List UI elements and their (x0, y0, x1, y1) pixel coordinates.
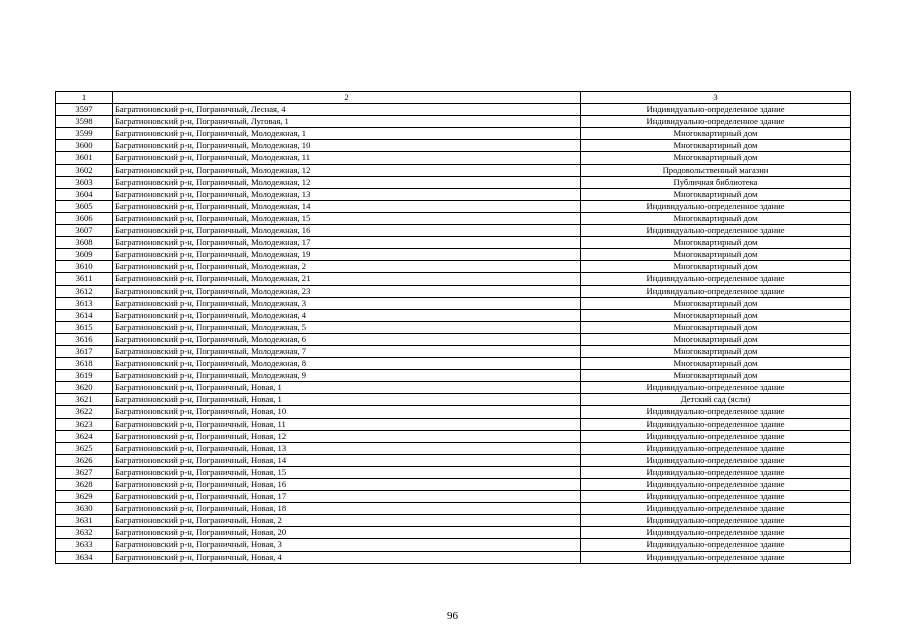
row-address: Багратионовский р-н, Пограничный, Молодежная, 10 (113, 140, 581, 152)
table-row (56, 152, 851, 164)
row-address: Багратионовский р-н, Пограничный, Новая, 20 (113, 527, 581, 539)
row-address: Багратионовский р-н, Пограничный, Новая, 2 (113, 515, 581, 527)
row-building-type: Многоквартирный дом (581, 237, 851, 249)
row-building-type: Индивидуально-определенное здание (581, 479, 851, 491)
table-row (56, 430, 851, 442)
table-row (56, 358, 851, 370)
row-address: Багратионовский р-н, Пограничный, Молодежная, 9 (113, 370, 581, 382)
row-number: 3622 (56, 406, 113, 418)
row-address: Багратионовский р-н, Пограничный, Луговая, 1 (113, 116, 581, 128)
table-row (56, 454, 851, 466)
row-building-type: Продовольственный магазин (581, 164, 851, 176)
row-number: 3598 (56, 116, 113, 128)
row-number: 3616 (56, 333, 113, 345)
table-row (56, 466, 851, 478)
table-row (56, 491, 851, 503)
row-number: 3610 (56, 261, 113, 273)
row-building-type: Многоквартирный дом (581, 188, 851, 200)
table-row (56, 297, 851, 309)
row-building-type: Индивидуально-определенное здание (581, 382, 851, 394)
table-row (56, 249, 851, 261)
row-number: 3612 (56, 285, 113, 297)
table-row (56, 551, 851, 563)
row-building-type: Индивидуально-определенное здание (581, 466, 851, 478)
building-registry-table (55, 91, 851, 564)
row-address: Багратионовский р-н, Пограничный, Молодежная, 6 (113, 333, 581, 345)
row-number: 3597 (56, 104, 113, 116)
row-building-type: Индивидуально-определенное здание (581, 491, 851, 503)
table-row (56, 406, 851, 418)
row-address: Багратионовский р-н, Пограничный, Новая, 1 (113, 382, 581, 394)
row-number: 3607 (56, 225, 113, 237)
row-address: Багратионовский р-н, Пограничный, Молодежная, 5 (113, 321, 581, 333)
row-building-type: Индивидуально-определенное здание (581, 225, 851, 237)
row-address: Багратионовский р-н, Пограничный, Новая, 10 (113, 406, 581, 418)
row-address: Багратионовский р-н, Пограничный, Молодежная, 2 (113, 261, 581, 273)
table-row (56, 200, 851, 212)
row-address: Багратионовский р-н, Пограничный, Молодежная, 8 (113, 358, 581, 370)
table-row (56, 345, 851, 357)
row-number: 3619 (56, 370, 113, 382)
row-address: Багратионовский р-н, Пограничный, Молодежная, 12 (113, 176, 581, 188)
row-building-type: Индивидуально-определенное здание (581, 116, 851, 128)
row-building-type: Индивидуально-определенное здание (581, 430, 851, 442)
row-number: 3617 (56, 345, 113, 357)
row-number: 3628 (56, 479, 113, 491)
table-row (56, 527, 851, 539)
table-row (56, 309, 851, 321)
row-building-type: Индивидуально-определенное здание (581, 454, 851, 466)
row-address: Багратионовский р-н, Пограничный, Молодежная, 7 (113, 345, 581, 357)
table-row (56, 503, 851, 515)
table-row (56, 225, 851, 237)
row-building-type: Многоквартирный дом (581, 309, 851, 321)
row-number: 3629 (56, 491, 113, 503)
table-row (56, 370, 851, 382)
row-building-type: Многоквартирный дом (581, 128, 851, 140)
row-address: Багратионовский р-н, Пограничный, Молодежная, 11 (113, 152, 581, 164)
row-number: 3630 (56, 503, 113, 515)
row-building-type: Многоквартирный дом (581, 152, 851, 164)
row-number: 3608 (56, 237, 113, 249)
row-number: 3634 (56, 551, 113, 563)
row-number: 3618 (56, 358, 113, 370)
table-row (56, 539, 851, 551)
row-number: 3604 (56, 188, 113, 200)
header-row (56, 92, 851, 104)
row-address: Багратионовский р-н, Пограничный, Молодежная, 14 (113, 200, 581, 212)
row-address: Багратионовский р-н, Пограничный, Новая, 15 (113, 466, 581, 478)
table-row (56, 285, 851, 297)
row-number: 3611 (56, 273, 113, 285)
row-address: Багратионовский р-н, Пограничный, Новая, 16 (113, 479, 581, 491)
row-address: Багратионовский р-н, Пограничный, Новая, 12 (113, 430, 581, 442)
column-header-number: 1 (56, 92, 113, 104)
row-address: Багратионовский р-н, Пограничный, Лесная, 4 (113, 104, 581, 116)
row-building-type: Многоквартирный дом (581, 297, 851, 309)
row-number: 3601 (56, 152, 113, 164)
row-number: 3625 (56, 442, 113, 454)
table-row (56, 237, 851, 249)
row-address: Багратионовский р-н, Пограничный, Молодежная, 21 (113, 273, 581, 285)
row-building-type: Многоквартирный дом (581, 358, 851, 370)
row-building-type: Многоквартирный дом (581, 333, 851, 345)
row-building-type: Многоквартирный дом (581, 345, 851, 357)
row-number: 3609 (56, 249, 113, 261)
row-building-type: Детский сад (ясли) (581, 394, 851, 406)
row-number: 3626 (56, 454, 113, 466)
table-row (56, 333, 851, 345)
column-header-address: 2 (113, 92, 581, 104)
row-number: 3606 (56, 212, 113, 224)
row-building-type: Многоквартирный дом (581, 321, 851, 333)
table-row (56, 188, 851, 200)
row-building-type: Многоквартирный дом (581, 370, 851, 382)
row-building-type: Индивидуально-определенное здание (581, 285, 851, 297)
row-number: 3631 (56, 515, 113, 527)
row-address: Багратионовский р-н, Пограничный, Молодежная, 4 (113, 309, 581, 321)
row-address: Багратионовский р-н, Пограничный, Новая, 18 (113, 503, 581, 515)
row-number: 3602 (56, 164, 113, 176)
row-building-type: Многоквартирный дом (581, 212, 851, 224)
row-building-type: Индивидуально-определенное здание (581, 273, 851, 285)
row-number: 3600 (56, 140, 113, 152)
row-building-type: Индивидуально-определенное здание (581, 503, 851, 515)
table-body (56, 104, 851, 564)
row-address: Багратионовский р-н, Пограничный, Молодежная, 15 (113, 212, 581, 224)
row-number: 3621 (56, 394, 113, 406)
row-number: 3627 (56, 466, 113, 478)
table-header (56, 92, 851, 104)
row-number: 3632 (56, 527, 113, 539)
table-row (56, 273, 851, 285)
row-address: Багратионовский р-н, Пограничный, Молодежная, 3 (113, 297, 581, 309)
row-building-type: Индивидуально-определенное здание (581, 515, 851, 527)
row-address: Багратионовский р-н, Пограничный, Молодежная, 1 (113, 128, 581, 140)
table-row (56, 394, 851, 406)
row-address: Багратионовский р-н, Пограничный, Молодежная, 19 (113, 249, 581, 261)
row-building-type: Многоквартирный дом (581, 140, 851, 152)
row-building-type: Индивидуально-определенное здание (581, 551, 851, 563)
row-building-type: Индивидуально-определенное здание (581, 527, 851, 539)
row-building-type: Индивидуально-определенное здание (581, 539, 851, 551)
row-building-type: Индивидуально-определенное здание (581, 442, 851, 454)
row-address: Багратионовский р-н, Пограничный, Новая, 1 (113, 394, 581, 406)
row-number: 3603 (56, 176, 113, 188)
column-header-building-type: 3 (581, 92, 851, 104)
table-row (56, 479, 851, 491)
row-address: Багратионовский р-н, Пограничный, Молодежная, 23 (113, 285, 581, 297)
row-address: Багратионовский р-н, Пограничный, Новая, 17 (113, 491, 581, 503)
row-number: 3599 (56, 128, 113, 140)
row-address: Багратионовский р-н, Пограничный, Молодежная, 17 (113, 237, 581, 249)
row-building-type: Индивидуально-определенное здание (581, 200, 851, 212)
row-number: 3614 (56, 309, 113, 321)
table-row (56, 382, 851, 394)
row-number: 3615 (56, 321, 113, 333)
row-address: Багратионовский р-н, Пограничный, Новая, 4 (113, 551, 581, 563)
row-address: Багратионовский р-н, Пограничный, Новая, 13 (113, 442, 581, 454)
row-address: Багратионовский р-н, Пограничный, Новая, 11 (113, 418, 581, 430)
page-number: 96 (447, 610, 458, 622)
row-number: 3613 (56, 297, 113, 309)
table-row (56, 176, 851, 188)
row-address: Багратионовский р-н, Пограничный, Молодежная, 13 (113, 188, 581, 200)
table-row (56, 321, 851, 333)
row-address: Багратионовский р-н, Пограничный, Новая, 3 (113, 539, 581, 551)
table-row (56, 418, 851, 430)
row-address: Багратионовский р-н, Пограничный, Молодежная, 12 (113, 164, 581, 176)
table-row (56, 116, 851, 128)
table-row (56, 212, 851, 224)
row-building-type: Многоквартирный дом (581, 249, 851, 261)
row-building-type: Индивидуально-определенное здание (581, 418, 851, 430)
row-building-type: Публичная библиотека (581, 176, 851, 188)
row-address: Багратионовский р-н, Пограничный, Новая, 14 (113, 454, 581, 466)
table-row (56, 128, 851, 140)
table-row (56, 140, 851, 152)
table-row (56, 104, 851, 116)
row-number: 3624 (56, 430, 113, 442)
row-address: Багратионовский р-н, Пограничный, Молодежная, 16 (113, 225, 581, 237)
row-number: 3633 (56, 539, 113, 551)
table-row (56, 442, 851, 454)
table-row (56, 515, 851, 527)
row-building-type: Индивидуально-определенное здание (581, 406, 851, 418)
table-row (56, 261, 851, 273)
row-number: 3605 (56, 200, 113, 212)
row-building-type: Многоквартирный дом (581, 261, 851, 273)
row-number: 3620 (56, 382, 113, 394)
row-number: 3623 (56, 418, 113, 430)
table-row (56, 164, 851, 176)
row-building-type: Индивидуально-определенное здание (581, 104, 851, 116)
